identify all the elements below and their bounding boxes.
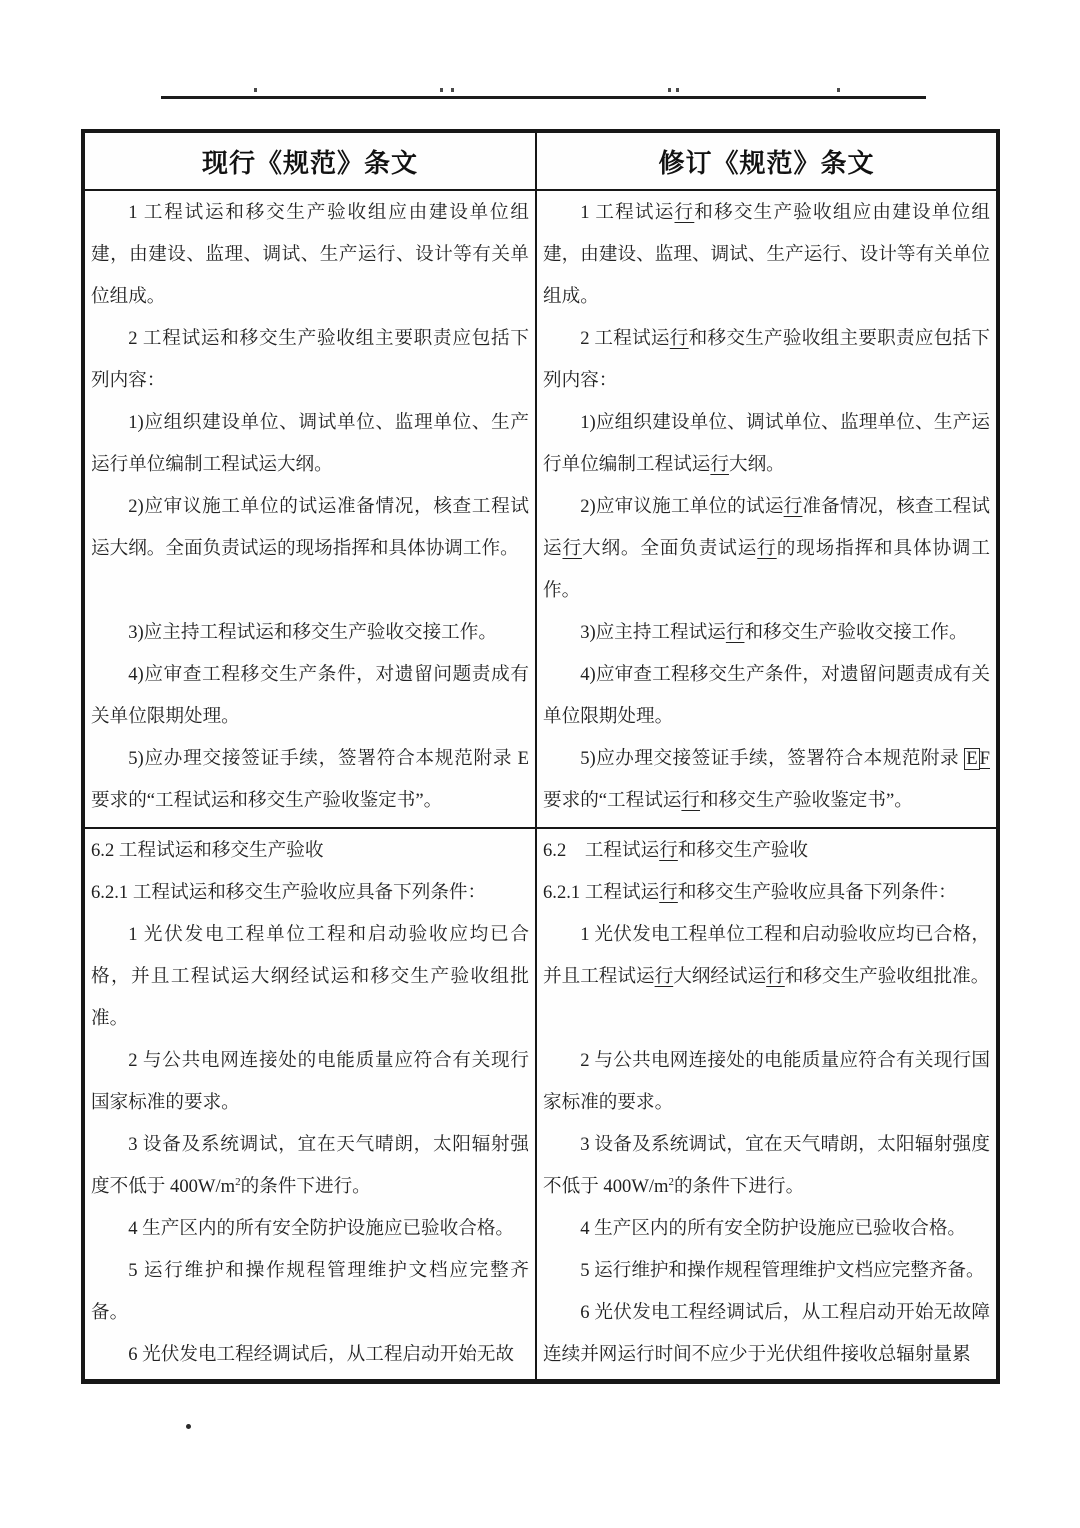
text-segment: 和移交生产验收组应由建设单位组建，由建设、监理、调试、生产运行、设计等有关单位组成。 <box>543 202 990 307</box>
text-segment: 1 光伏发电工程单位工程和启动验收应均已合格，并且工程试运 <box>543 924 990 987</box>
text-segment: 1 光伏发电工程单位工程和启动验收应均已合格，并且工程试运大纲经试运和移交生产验收组批准。 <box>91 924 529 1029</box>
paragraph <box>543 914 990 998</box>
text-segment: 5 运行维护和操作规程管理维护文档应完整齐备。 <box>580 1260 985 1281</box>
paragraph <box>91 612 529 654</box>
paragraph <box>91 1250 529 1334</box>
text-segment: 3)应主持工程试运 <box>580 622 726 643</box>
text-segment: 6.2 工程试运和移交生产验收 <box>91 840 324 861</box>
column-header-current-provisions: 现行《规范》条文 <box>85 133 537 189</box>
cell-current-provisions-row1 <box>85 191 537 827</box>
text-segment: 5)应办理交接签证手续，签署符合本规范附录 E 要求的“工程试运和移交生产验收鉴定书”。 <box>91 748 529 811</box>
paragraph <box>543 1208 990 1250</box>
inserted-text: 行 <box>562 538 582 559</box>
paragraph <box>91 1040 529 1124</box>
paragraph <box>91 318 529 402</box>
inserted-text: 行 <box>725 622 745 643</box>
scan-artifact-dot <box>837 88 840 92</box>
text-segment: 6.2.1 工程试运和移交生产验收应具备下列条件： <box>91 882 487 903</box>
text-segment: 2 <box>668 1175 674 1188</box>
inserted-text: 行 <box>669 328 689 349</box>
paragraph <box>91 830 529 872</box>
text-segment: 和移交生产验收鉴定书”。 <box>700 790 913 811</box>
text-segment: 2 与公共电网连接处的电能质量应符合有关现行国家标准的要求。 <box>543 1050 990 1113</box>
text-segment: 2)应审议施工单位的试运准备情况，核查工程试运大纲。全面负责试运的现场指挥和具体协调工作。 <box>91 496 529 559</box>
text-segment: 大纲。全面负责试运 <box>581 538 758 559</box>
cell-current-provisions-row2 <box>85 829 537 1379</box>
text-segment: 大纲经试运 <box>673 966 767 987</box>
text-segment: 4 生产区内的所有安全防护设施应已验收合格。 <box>128 1218 515 1239</box>
cell-revised-provisions-row1 <box>537 191 996 827</box>
paragraph <box>543 1124 990 1208</box>
paragraph <box>91 738 529 822</box>
table-row <box>85 829 996 1379</box>
inserted-text: 行 <box>757 538 777 559</box>
paragraph <box>91 1208 529 1250</box>
paragraph <box>91 872 529 914</box>
text-segment: 1 工程试运 <box>580 202 675 223</box>
paragraph <box>543 192 990 318</box>
text-segment: 6 光伏发电工程经调试后，从工程启动开始无故 <box>128 1344 515 1365</box>
text-segment: 1)应组织建设单位、调试单位、监理单位、生产运行单位编制工程试运大纲。 <box>91 412 529 475</box>
text-segment: 准备情况，核查工程试运 <box>543 496 990 559</box>
text-segment: 的条件下进行。 <box>674 1176 805 1197</box>
inserted-text: 行 <box>681 790 701 811</box>
text-segment: 6.2.1 工程试运 <box>543 882 660 903</box>
inserted-text: 行 <box>659 840 678 861</box>
paragraph <box>91 486 529 570</box>
paragraph <box>543 612 990 654</box>
inserted-text: 行 <box>659 882 678 903</box>
paragraph <box>543 738 990 822</box>
paragraph <box>543 654 990 738</box>
scan-artifact-dot <box>440 88 443 92</box>
text-segment: 3 设备及系统调试，宜在天气晴朗，太阳辐射强度不低于 400W/m <box>543 1134 990 1197</box>
inserted-text: 行 <box>783 496 803 517</box>
paragraph <box>543 1040 990 1124</box>
text-segment: 2 与公共电网连接处的电能质量应符合有关现行国家标准的要求。 <box>91 1050 529 1113</box>
text-segment: 3)应主持工程试运和移交生产验收交接工作。 <box>128 622 497 643</box>
deleted-text: E <box>966 748 978 769</box>
scan-artifact-dot <box>186 1424 191 1429</box>
text-segment: 2)应审议施工单位的试运 <box>580 496 784 517</box>
table-row <box>85 191 996 829</box>
paragraph <box>91 1334 529 1376</box>
cell-revised-provisions-row2 <box>537 829 996 1379</box>
text-segment: 1 工程试运和移交生产验收组应由建设单位组建，由建设、监理、调试、生产运行、设计等有关单位组成。 <box>91 202 529 307</box>
text-segment: 大纲。 <box>728 454 785 475</box>
text-segment: 6.2 工程试运 <box>543 840 660 861</box>
text-segment: 的条件下进行。 <box>240 1176 371 1197</box>
paragraph <box>543 1292 990 1376</box>
paragraph <box>543 1250 990 1292</box>
text-segment: 2 工程试运 <box>580 328 670 349</box>
inserted-text: 行 <box>654 966 674 987</box>
text-segment: 的现场指挥和具体协调工作。 <box>543 538 990 601</box>
text-segment: 2 <box>235 1175 241 1188</box>
text-segment: 2 工程试运和移交生产验收组主要职责应包括下列内容： <box>91 328 529 391</box>
scan-artifact-dot <box>451 88 454 92</box>
text-segment: 4 生产区内的所有安全防护设施应已验收合格。 <box>580 1218 967 1239</box>
text-segment: 5 运行维护和操作规程管理维护文档应完整齐备。 <box>91 1260 529 1323</box>
column-header-revised-provisions: 修订《规范》条文 <box>658 147 875 178</box>
text-segment: 和移交生产验收交接工作。 <box>744 622 968 643</box>
paragraph <box>91 192 529 318</box>
text-segment: 5)应办理交接签证手续，签署符合本规范附录 <box>580 748 965 769</box>
text-segment: 要求的“工程试运 <box>543 790 682 811</box>
paragraph <box>543 486 990 612</box>
inserted-text: F <box>979 748 990 769</box>
table-header-row <box>85 133 996 191</box>
paragraph <box>91 914 529 1040</box>
text-segment: 和移交生产验收组批准。 <box>784 966 990 987</box>
scan-artifact-dot <box>668 88 671 92</box>
comparison-table <box>81 129 1000 1384</box>
scan-artifact-dot <box>676 88 679 92</box>
text-segment: 和移交生产验收组主要职责应包括下列内容： <box>543 328 990 391</box>
text-segment: 3 设备及系统调试，宜在天气晴朗，太阳辐射强度不低于 400W/m <box>91 1134 529 1197</box>
inserted-text: 行 <box>674 202 695 223</box>
text-segment: 和移交生产验收 <box>677 840 808 861</box>
scan-artifact-dot <box>254 88 257 92</box>
text-segment: 6 光伏发电工程经调试后，从工程启动开始无故障连续并网运行时间不应少于光伏组件接收总辐射量累 <box>543 1302 990 1365</box>
text-segment: 1)应组织建设单位、调试单位、监理单位、生产运行单位编制工程试运 <box>543 412 990 475</box>
text-segment: 和移交生产验收应具备下列条件： <box>677 882 957 903</box>
paragraph <box>91 654 529 738</box>
paragraph <box>543 402 990 486</box>
paragraph <box>543 830 990 872</box>
paragraph <box>543 872 990 914</box>
paragraph <box>91 402 529 486</box>
text-segment: 4)应审查工程移交生产条件，对遗留问题责成有关单位限期处理。 <box>91 664 529 727</box>
page-header-rule <box>161 96 926 99</box>
text-segment: 4)应审查工程移交生产条件，对遗留问题责成有关单位限期处理。 <box>543 664 990 727</box>
inserted-text: 行 <box>766 966 785 987</box>
paragraph <box>543 318 990 402</box>
inserted-text: 行 <box>710 454 729 475</box>
paragraph <box>91 1124 529 1208</box>
